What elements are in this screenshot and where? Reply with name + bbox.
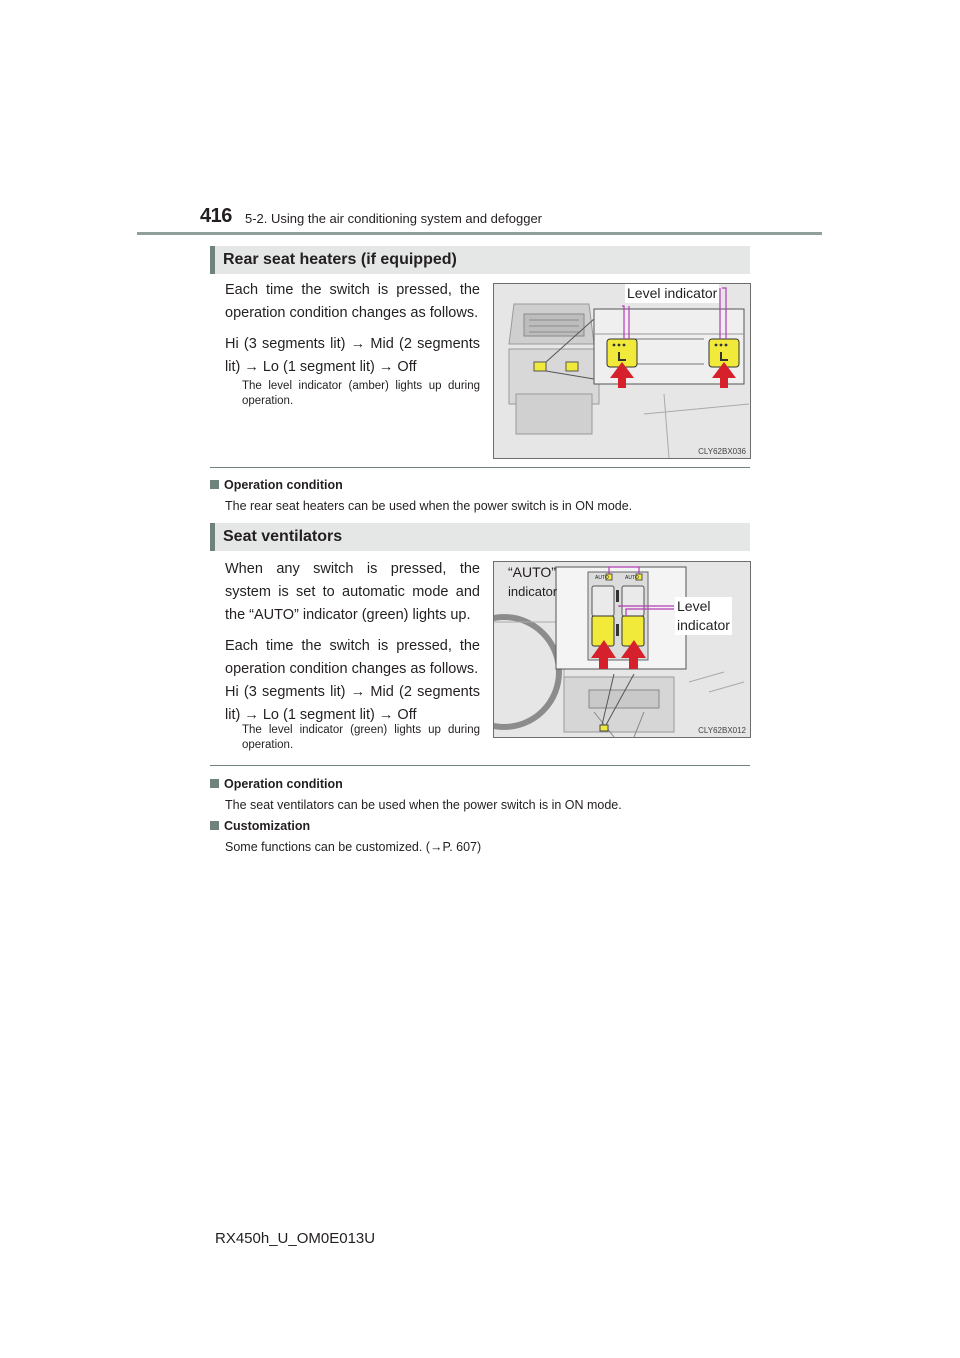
- ventilators-body: [225, 558, 480, 727]
- section-title: Rear seat heaters (if equipped): [223, 251, 457, 268]
- figure-code: CLY62BX012: [698, 726, 746, 735]
- seat-ventilator-figure: [493, 561, 751, 738]
- section-accent: [210, 523, 215, 551]
- customization-text: Some functions can be customized. (→P. 607): [225, 840, 482, 854]
- operation-condition-heading: [210, 478, 343, 492]
- section-accent: [210, 246, 215, 274]
- section-bar-rear-seat-heaters: [210, 246, 750, 274]
- auto-button-label-right: AUTO: [625, 575, 639, 581]
- bullet-square-icon: [210, 821, 219, 830]
- page-number: 416: [200, 205, 232, 227]
- level-callout-line1: Level: [677, 598, 711, 614]
- figure-code: CLY62BX036: [698, 447, 746, 456]
- ventilators-para3: Hi (3 segments lit) → Mid (2 segments lit) → Lo (1 segment lit) → Off: [225, 684, 480, 723]
- rear-heaters-para2: Hi (3 segments lit) → Mid (2 segments lit) → Lo (1 segment lit) → Off: [225, 336, 480, 375]
- bullet-square-icon: [210, 779, 219, 788]
- operation-condition-heading: [210, 777, 343, 791]
- operation-condition-text: The rear seat heaters can be used when the power switch is in ON mode.: [225, 499, 633, 513]
- level-indicator-callout: [675, 597, 732, 635]
- rear-heaters-note: The level indicator (amber) lights up during operation.: [242, 380, 480, 407]
- rear-heaters-body: [225, 279, 480, 379]
- running-head: 5-2. Using the air conditioning system and defogger: [245, 211, 543, 226]
- rear-heaters-para1: Each time the switch is pressed, the operation condition changes as follows.: [225, 282, 480, 321]
- bullet-square-icon: [210, 480, 219, 489]
- ventilators-note: The level indicator (green) lights up during operation.: [242, 724, 480, 751]
- customization-heading: [210, 819, 310, 833]
- operation-condition-label: Operation condition: [224, 478, 343, 492]
- footer-doc-code: RX450h_U_OM0E013U: [215, 1230, 376, 1247]
- header-rule: [137, 232, 822, 235]
- section-divider: [210, 467, 750, 468]
- auto-callout-line2: indicator: [508, 584, 558, 599]
- operation-condition-text: The seat ventilators can be used when the power switch is in ON mode.: [225, 798, 622, 812]
- operation-condition-label: Operation condition: [224, 777, 343, 791]
- rear-console-illustration: [494, 284, 750, 458]
- rear-seat-heater-figure: [493, 283, 751, 459]
- level-callout-line2: indicator: [677, 617, 730, 633]
- level-indicator-callout: Level indicator: [627, 285, 718, 301]
- ventilators-para2: Each time the switch is pressed, the operation condition changes as follows.: [225, 638, 480, 677]
- auto-indicator-callout: [506, 563, 559, 601]
- section-divider: [210, 765, 750, 766]
- section-bar-seat-ventilators: [210, 523, 750, 551]
- customization-label: Customization: [224, 819, 311, 833]
- section-title: Seat ventilators: [223, 528, 343, 545]
- ventilators-para1: When any switch is pressed, the system is set to automatic mode and the “AUTO” indicator (green) lights up.: [225, 561, 480, 623]
- auto-button-label-left: AUTO: [595, 575, 609, 581]
- auto-callout-line1: “AUTO”: [508, 564, 556, 580]
